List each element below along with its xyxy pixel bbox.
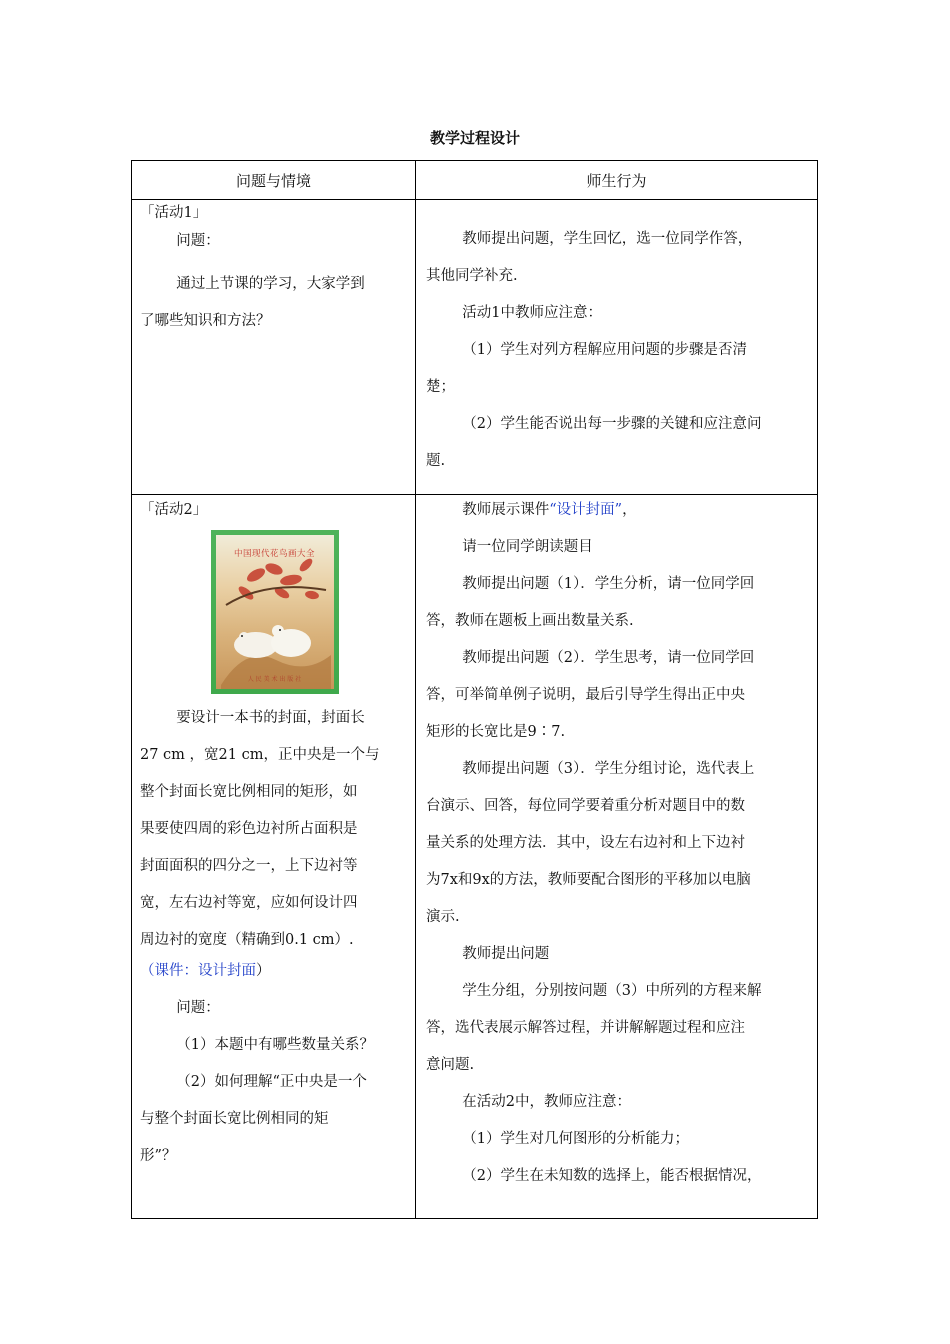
paragraph-line: 演示. (426, 909, 460, 925)
table-row (132, 495, 818, 1219)
question-item: （1）本题中有哪些数量关系？ (176, 1037, 374, 1053)
paragraph-line: 楚； (426, 379, 455, 395)
paragraph-line: 教师提出问题，学生回忆，选一位同学作答， (462, 231, 753, 247)
question-text: 通过上节课的学习，大家学到 (176, 276, 365, 292)
paragraph-line: （1）学生对列方程解应用问题的步骤是否清 (462, 342, 747, 358)
paragraph-line: 其他同学补充. (426, 268, 518, 284)
paragraph-line: （2）学生在未知数的选择上，能否根据情况， (462, 1168, 762, 1184)
paragraph-line: 教师提出问题（3）．学生分组讨论，选代表上 (462, 761, 755, 777)
paragraph-line: 台演示、回答，每位同学要着重分析对题目中的数 (426, 798, 745, 814)
cover-title: 中国现代花鸟画大全 (233, 549, 315, 559)
cover-publisher: 人 民 美 术 出 版 社 (247, 676, 302, 683)
row2-right-cell (416, 495, 818, 1219)
courseware-link[interactable]: 课件：设计封面 (154, 963, 256, 979)
paragraph-line: 教师提出问题（1）．学生分析，请一位同学回 (462, 576, 755, 592)
activity-tag: 「活动1」 (140, 205, 208, 221)
question-item: 与整个封面长宽比例相同的矩 (140, 1111, 329, 1127)
paragraph-line: 答，教师在题板上画出数量关系. (426, 613, 634, 629)
row2-left-cell (132, 495, 416, 1219)
paragraph-line: 量关系的处理方法．其中，设左右边衬和上下边衬 (426, 835, 745, 851)
page-title: 教学过程设计 (429, 129, 520, 147)
question-item: 形”？ (140, 1148, 177, 1164)
table-header-row (132, 161, 818, 200)
activity-tag: 「活动2」 (140, 502, 208, 518)
paragraph-line: 教师展示课件“设计封面”， (462, 502, 637, 518)
paragraph-line: 学生分组，分别按问题（3）中所列的方程来解 (462, 983, 762, 999)
header-left: 问题与情境 (132, 161, 416, 200)
paragraph-line: 答，可举简单例子说明，最后引导学生得出正中央 (426, 687, 745, 703)
paragraph-line: 在活动2中，教师应注意： (462, 1094, 631, 1110)
question-label: 问题： (176, 1000, 220, 1016)
row1-left-cell (132, 200, 416, 495)
table-row (132, 200, 818, 495)
problem-line: 周边衬的宽度（精确到0.1 cm）. (140, 932, 354, 948)
problem-line: 27 cm ，宽21 cm，正中央是一个与 (140, 747, 380, 763)
problem-line: 果要使四周的彩色边衬所占面积是 (140, 821, 358, 837)
paragraph-line: 教师提出问题（2）．学生思考，请一位同学回 (462, 650, 755, 666)
problem-line: 封面面积的四分之一，上下边衬等 (140, 858, 358, 874)
problem-line: 整个封面长宽比例相同的矩形，如 (140, 784, 358, 800)
book-cover-image (140, 530, 409, 698)
question-item: （2）如何理解“正中央是一个 (176, 1074, 367, 1090)
paragraph-line: 教师提出问题 (462, 946, 550, 962)
question-label: 问题： (176, 233, 220, 249)
courseware-link[interactable]: “设计封面” (549, 502, 623, 518)
paragraph-line: 答，选代表展示解答过程，并讲解解题过程和应注 (426, 1020, 745, 1036)
paragraph-line: 意问题. (426, 1057, 475, 1073)
paragraph-line: 为7x和9x的方法，教师要配合图形的平移加以电脑 (426, 872, 751, 888)
lesson-table (131, 160, 818, 1219)
paragraph-line: 矩形的长宽比是9∶7. (426, 724, 566, 740)
problem-line: 宽，左右边衬等宽，应如何设计四 (140, 895, 358, 911)
problem-line: 要设计一本书的封面，封面长 (176, 710, 365, 726)
paragraph-line: （2）学生能否说出每一步骤的关键和应注意问 (462, 416, 762, 432)
paragraph-line: （1）学生对几何图形的分析能力； (462, 1131, 689, 1147)
paragraph-line: 题. (426, 453, 446, 469)
row1-right-cell (416, 200, 818, 495)
paragraph-line: 请一位同学朗读题目 (462, 539, 593, 555)
header-right: 师生行为 (416, 161, 818, 200)
courseware-reference: （课件：设计封面） (140, 963, 271, 979)
paragraph-line: 活动1中教师应注意： (462, 305, 602, 321)
question-text: 了哪些知识和方法？ (140, 313, 271, 329)
